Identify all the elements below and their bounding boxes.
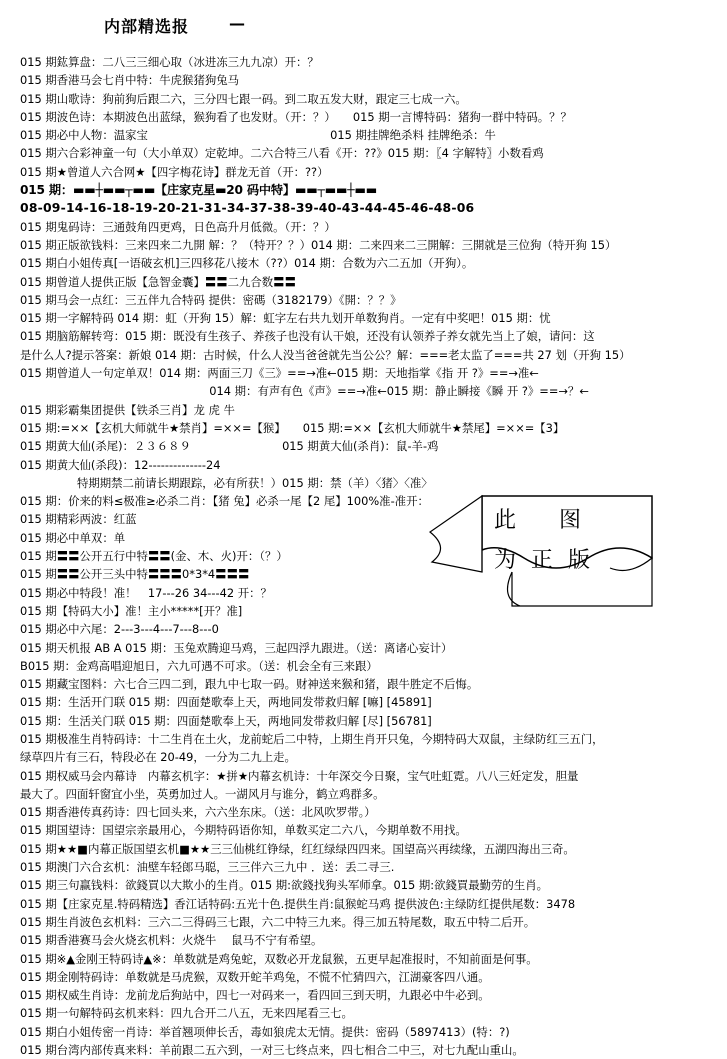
- article-line: 015 期六合彩神童一句（大小单双）定乾坤。二六合特三八看《开：??》015 期：〖4 字解特〗小数看鸡: [20, 146, 544, 161]
- title-dash: —: [229, 14, 245, 33]
- article-line: 015 期★曾道人六合网★【四字梅花诗】群龙无首（开：??）: [20, 164, 329, 179]
- article-line: B015 期：金鸡高唱迎旭日，六九可遇不可求。（送：机会全有三来跟）: [20, 658, 378, 673]
- article-line: 015 期马会一点红：三五伴九合特码 提供：密碼（3182179）《開：？？》: [20, 292, 402, 307]
- article-line: 015 期★★■内幕正版国望玄机■★★三三仙桃红铮绿，红红绿绿四四来。国望高兴再续缘，五湖四海出三奇。: [20, 841, 575, 856]
- article-line: 015 期〓〓公开五行中特〓〓(金、木、火)开：（？）: [20, 549, 288, 564]
- article-line: 015 期：▬▬┼▬▬┬▬▬【庄家克星▬20 码中特】▬▬┬▬▬┼▬▬: [20, 183, 377, 198]
- article-line: 015 期必中人物：温家宝 015 期挂牌绝杀料 挂牌绝杀：牛: [20, 128, 496, 143]
- article-line: 015 期必中单双：单: [20, 530, 126, 545]
- article-line: 015 期权威生肖诗：龙前龙后狗站中，四七一对码来一，看四回三到天明，九跟必中牛必到。: [20, 988, 490, 1003]
- article-line: 015 期一字解特码 014 期：虹（开狗 15）解：虹字左右共九划开单数狗肖。一定有中奖吧！015 期：忧: [20, 311, 551, 326]
- article-line: 015 期【特码大小】准！主小*****[开？准]: [20, 603, 243, 618]
- article-line: 015 期一句解特码玄机来料：四九合开二八五，无来四尾看三七。: [20, 1006, 353, 1021]
- article-line: 015 期白小姐传真[一语破玄机]三四移花八接木（??）014 期：合数为六二五加（开狗）。: [20, 256, 474, 271]
- article-line: 015 期白小姐传密一肖诗：举首翘项伸长舌，毒如狼虎太无情。提供：密码（5897413）(特：?): [20, 1024, 510, 1039]
- article-line: 015 期生肖波色玄机料：三六二三得码三七跟，六二中特三九来。得三加五特尾数，取五中特二后开。: [20, 914, 536, 929]
- article-line: 015 期：价来的料≤极准≥必杀二肖：【猪 兔】必杀一尾【2 尾】100%准-准开：: [20, 494, 429, 509]
- article-line: 是什么人?提示答案：新娘 014 期：古时候，什么人没当爸爸就先当公公？解：===老太监了===共 27 划（开狗 15）: [20, 347, 631, 362]
- article-line: 015 期：生活开门联 015 期：四面楚歌奉上天，两地同发带救归解 [嘛] [45891]: [20, 695, 432, 710]
- article-line: 015 期天机报 AB A 015 期：玉兔欢腾迎马鸡，三起四浮九跟进。（送：离诸心妄计）: [20, 640, 453, 655]
- article-line: 015 期曾道人提供正版【急智金囊】〓〓二九合数〓〓: [20, 274, 296, 289]
- article-line: 015 期脑筋解转弯：015 期：既没有生孩子、养孩子也没有认干娘，还没有认领养子养女就先当上了娘，请问：这: [20, 329, 595, 344]
- page-title: 内部精选报: [104, 17, 190, 36]
- article-line: 015 期澳门六合玄机：油壁车轻郎马聪，三三伴六三九中 ．送：丢二寻三.: [20, 860, 395, 875]
- article-line: 015 期山歌诗：狗前狗后跟二六，三分四七跟一码。到二取五发大财，跟定三七成一六。: [20, 91, 467, 106]
- article-line: 015 期金刚特码诗：单数就是马虎猴，双数开蛇羊鸡兔，不慌不忙猜四六，江湖豪客四八通。: [20, 969, 490, 984]
- article-line: 015 期鬼码诗：三通鼓角四更鸡，日色高升月低微。（开：？）: [20, 219, 336, 234]
- article-line: 015 期曾道人一句定单双！014 期：两面三刀《三》==→准←015 期：天地指掌《指 开 ?》==→准←: [20, 366, 539, 381]
- article-line: 015 期台湾内部传真来料：羊前跟二五六到，一对三七终点来，四七相合二中三，对七九配山重山。: [20, 1043, 524, 1058]
- article-line: 015 期:=××【玄机大师就牛★禁肖】=××=【猴】 015 期:=××【玄机大师就牛★禁尾】=××=【3】: [20, 420, 565, 435]
- article-line: 015 期波色诗：本期波色出蓝绿，猴狗看了也发财。（开：？） 015 期一言博特码：猪狗一群中特码。？？: [20, 109, 572, 124]
- article-line: 015 期：生活关门联 015 期：四面楚歌奉上天，两地同发带救归解 [尽] [56781]: [20, 713, 432, 728]
- article-line: 015 期黄大仙(杀尾)：２３６８９ 015 期黄大仙(杀肖)：鼠-羊-鸡: [20, 439, 439, 454]
- article-line: 特期期禁二前请长期跟踪，必有所获！）015 期：禁（羊）〈猪〉〈准〉: [20, 475, 433, 490]
- article-line: 015 期必中特段！准！ 17---26 34---42 开：？: [20, 585, 272, 600]
- article-line: 015 期香港赛马会火烧玄机料：火烧牛 鼠马不宁有希望。: [20, 933, 323, 948]
- article-line: 015 期三句赢钱料：欲錢買以大欺小的生肖。015 期:欲錢找狗头军师拿。015 期:欲錢買最勤劳的生肖。: [20, 878, 548, 893]
- article-line: 015 期鈜算盘：二八三三细心取（冰进冻三九九凉）开：？: [20, 55, 319, 69]
- article-line: 015 期黄大仙(杀段)：12--------------24: [20, 457, 221, 472]
- article-line: 015 期极准生肖特码诗：十二生肖在土火，龙前蛇后二中特，上期生肖开只兔，今期特码大双鼠，主绿防红三五门，: [20, 731, 604, 746]
- article-line: 015 期彩霸集团提供【铁杀三肖】龙 虎 牛: [20, 402, 235, 417]
- article-line: 015 期必中六尾：2---3---4---7---8---0: [20, 622, 219, 637]
- article-line: 最大了。四面轩窗宜小坐，英勇加过人。一湖风月与谁分，鹤立鸡群多。: [20, 786, 385, 801]
- article-line: 015 期正版欲钱料：三来四来二九開 解：？（特开？？）014 期：二来四来二三開解：三開就是三位狗（特开狗 15）: [20, 237, 617, 252]
- article-line: 015 期精彩两波：红蓝: [20, 512, 137, 527]
- article-line: 015 期国望诗：国望宗亲最用心，今期特码语你知，单数买定二六八，今期单数不用找。: [20, 823, 467, 838]
- article-line: 绿草四片有三石，特段必在 20-49，一分为二九上走。: [20, 750, 296, 765]
- article-line: 015 期〓〓公开三头中特〓〓〓0*3*4〓〓〓: [20, 567, 250, 582]
- article-line: 014 期：有声有色《声》==→准←015 期：静止瞬接《瞬 开 ?》==→？←: [84, 384, 589, 399]
- article-line: 015 期※▲金刚王特码诗▲※：单数就是鸡兔蛇，双数必开龙鼠猴，五更早起准报时，不知前面是何事。: [20, 951, 538, 966]
- article-line: 015 期香港传真药诗：四七回头来，六六坐东床。（送：北风吹罗带。）: [20, 805, 376, 820]
- article-line: 08-09-14-16-18-19-20-21-31-34-37-38-39-40-43-44-45-46-48-06: [20, 200, 475, 216]
- article-line: 015 期权威马会内幕诗 内幕玄机字：★拼★内幕玄机诗：十年深交今日聚，宝气吐虹霓。八八三妊定发，胆量: [20, 768, 579, 783]
- article-line: 015 期香港马会七肖中特：牛虎猴猪狗兔马: [20, 73, 240, 88]
- article-line: 015 期【庄家克星.特码精选】香江话特码:五光十色.提供生肖:鼠猴蛇马鸡 提供波色:主绿防红提供尾数：3478: [20, 896, 576, 911]
- stamp-text-line2: 为 正 版: [494, 548, 594, 573]
- stamp-text-line1: 此 图: [494, 508, 599, 533]
- article-line: 015 期藏宝图料：六七合三四二到，跟九中七取一码。财神送来猴和猪，跟牛胜定不后悔。: [20, 677, 479, 692]
